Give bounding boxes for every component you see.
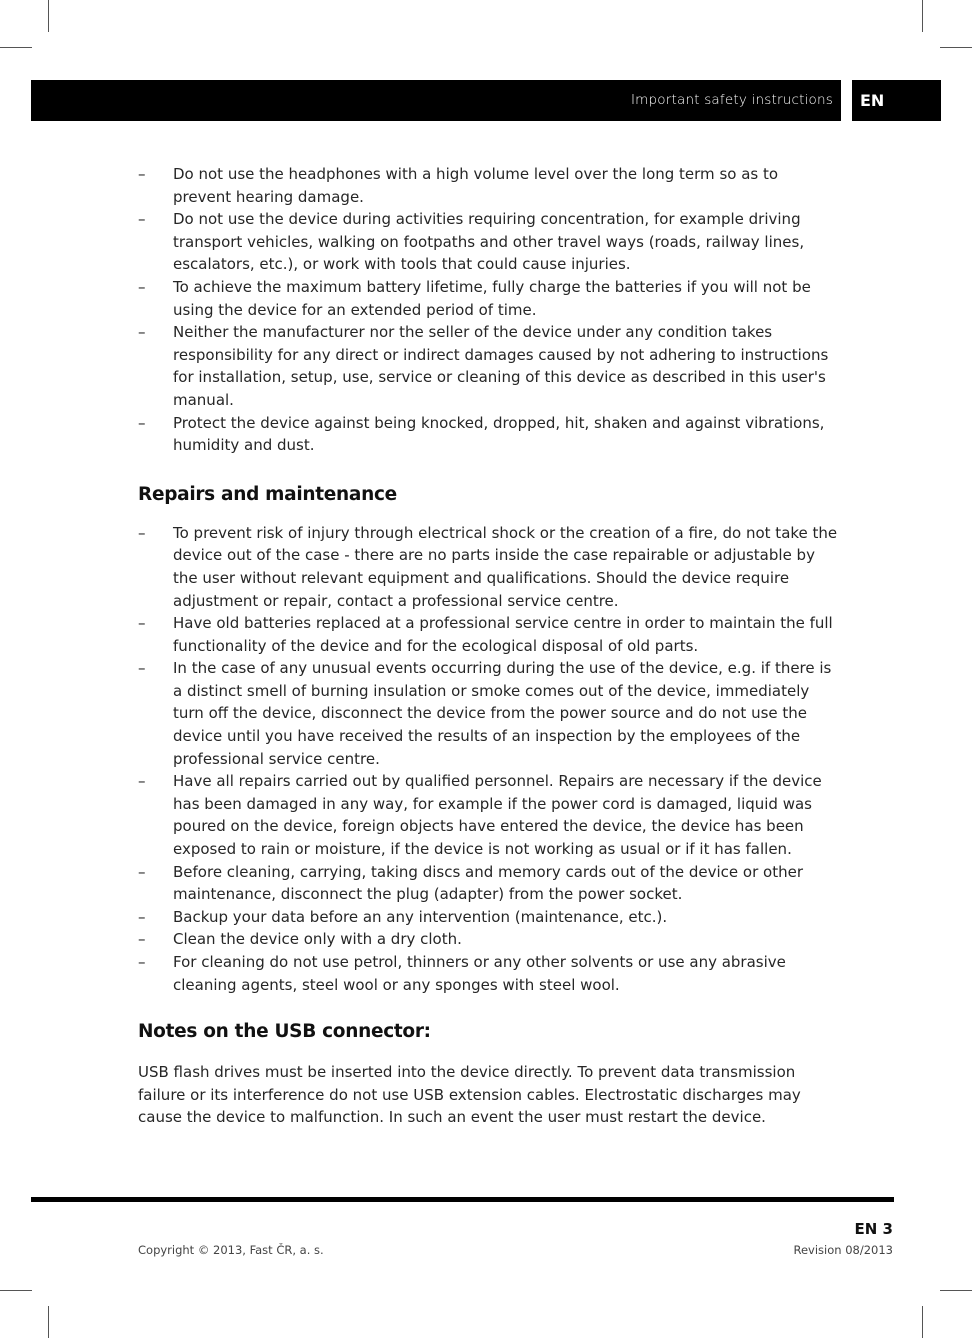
crop-mark	[48, 1306, 49, 1338]
list-item-text: Do not use the headphones with a high volume level over the long term so as to prevent hearing damage.	[173, 165, 779, 206]
repairs-heading: Repairs and maintenance	[138, 483, 397, 505]
list-item-text: Clean the device only with a dry cloth.	[173, 930, 462, 949]
list-item	[138, 412, 838, 457]
crop-mark	[940, 1290, 972, 1291]
list-item	[138, 657, 838, 770]
list-item-text: Neither the manufacturer nor the seller of the device under any condition takes responsibility for any direct or indirect damages caused by not adhering to instructions for installation, setup, use, service or cleaning of this device as described in this user's manual.	[173, 323, 829, 409]
usb-paragraph: USB flash drives must be inserted into the device directly. To prevent data transmission failure or its interference do not use USB extension cables. Electrostatic discharges may cause the device to malfunction. In such an event the user must restart the device.	[138, 1063, 801, 1127]
list-item-text: Do not use the device during activities requiring concentration, for example driving transport vehicles, walking on footpaths and other travel ways (roads, railway lines, escalators, etc.), or work with tools that could cause injuries.	[173, 210, 805, 274]
list-item	[138, 906, 838, 929]
dash-marker: –	[138, 907, 146, 926]
dash-marker: –	[138, 659, 146, 678]
crop-mark	[48, 0, 49, 32]
revision-text: Revision 08/2013	[793, 1243, 893, 1257]
footer-divider	[31, 1197, 894, 1202]
crop-mark	[922, 0, 923, 32]
section-title: Important safety instructions	[630, 92, 833, 108]
copyright-text: Copyright © 2013, Fast ČR, a. s.	[138, 1243, 324, 1257]
dash-marker: –	[138, 523, 146, 542]
crop-mark	[922, 1306, 923, 1338]
language-tab	[852, 80, 941, 121]
header-bar	[31, 80, 841, 121]
list-item-text: Backup your data before an any intervention (maintenance, etc.).	[173, 907, 668, 926]
dash-marker: –	[138, 862, 146, 881]
dash-marker: –	[138, 413, 146, 432]
language-label: EN	[860, 91, 885, 110]
dash-marker: –	[138, 953, 146, 971]
crop-mark	[0, 1290, 32, 1291]
dash-marker: –	[138, 165, 146, 183]
list-item	[138, 612, 838, 657]
list-item	[138, 861, 838, 906]
page-number: EN 3	[854, 1220, 893, 1238]
list-item	[138, 321, 838, 411]
dash-marker: –	[138, 772, 146, 791]
crop-mark	[0, 47, 32, 48]
dash-marker: –	[138, 930, 146, 949]
list-item-text: To achieve the maximum battery lifetime, fully charge the batteries if you will not be using the device for an extended period of time.	[173, 277, 811, 319]
dash-marker: –	[138, 210, 146, 229]
list-item-text: In the case of any unusual events occurring during the use of the device, e.g. if there is a distinct smell of burning insulation or smoke comes out of the device, immediately turn off the device, disconnect the device from the power source and do not use the device until you have received the results of an inspection by the employees of the professional service centre.	[173, 659, 832, 768]
list-item	[138, 522, 838, 612]
dash-marker: –	[138, 277, 146, 296]
list-item	[138, 928, 838, 951]
list-item	[138, 276, 838, 321]
dash-marker: –	[138, 323, 146, 342]
list-item	[138, 163, 838, 208]
list-item	[138, 770, 838, 860]
list-item-text: For cleaning do not use petrol, thinners or any other solvents or use any abrasive cleaning agents, steel wool or any sponges with steel wool.	[173, 953, 786, 994]
list-item-text: Have old batteries replaced at a professional service centre in order to maintain the full functionality of the device and for the ecological disposal of old parts.	[173, 614, 833, 655]
list-item	[138, 951, 838, 996]
page-content	[138, 163, 838, 1129]
list-item	[138, 208, 838, 276]
usb-heading: Notes on the USB connector:	[138, 1021, 431, 1043]
list-item-text: Have all repairs carried out by qualified personnel. Repairs are necessary if the device has been damaged in any way, for example if the power cord is damaged, liquid was poured on the device, foreign objects have entered the device, the device has been exposed to rain or moisture, if the device is not working as usual or if it has fallen.	[173, 772, 822, 859]
list-item-text: Protect the device against being knocked, dropped, hit, shaken and against vibrations, humidity and dust.	[173, 413, 825, 455]
safety-list	[138, 163, 838, 457]
dash-marker: –	[138, 614, 146, 633]
list-item-text: To prevent risk of injury through electrical shock or the creation of a fire, do not take the device out of the case - there are no parts inside the case repairable or adjustable by the user without relevant equipment and qualifications. Should the device require adjustment or repair, contact a professional service centre.	[173, 523, 838, 610]
crop-mark	[940, 47, 972, 48]
list-item-text: Before cleaning, carrying, taking discs and memory cards out of the device or other maintenance, disconnect the plug (adapter) from the power socket.	[173, 862, 803, 904]
repairs-list	[138, 522, 838, 996]
